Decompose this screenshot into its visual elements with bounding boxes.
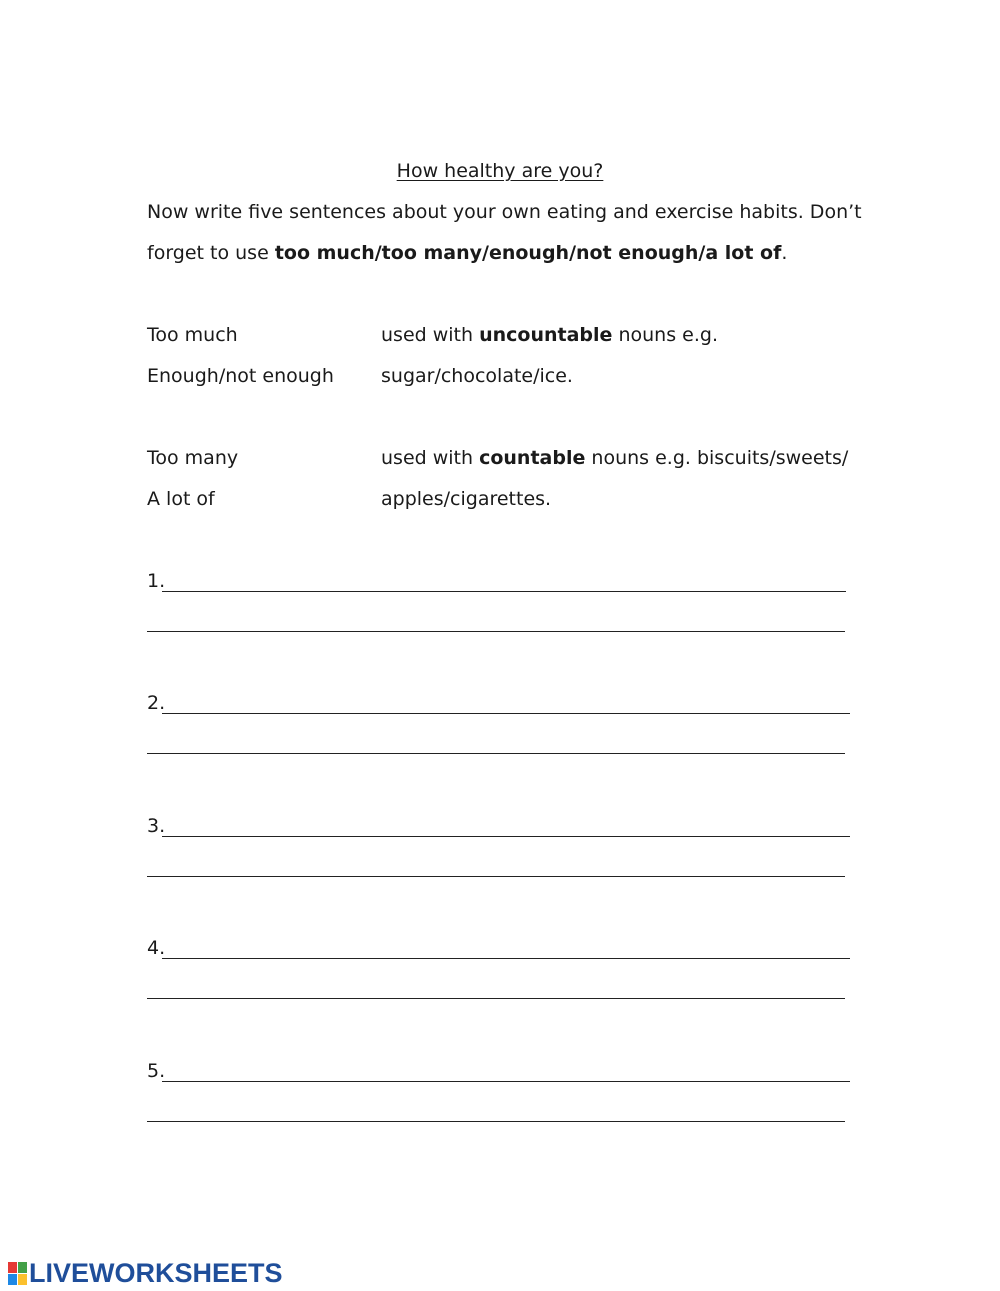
answer-line: [162, 958, 850, 959]
answer-input-3[interactable]: [166, 811, 846, 835]
grammar-term-too-much: Too much: [147, 324, 238, 346]
answer-input-4[interactable]: [166, 933, 846, 957]
answer-line: [162, 836, 850, 837]
logo-text: LIVEWORKSHEETS: [29, 1258, 283, 1288]
grammar-examples-countable: apples/cigarettes.: [381, 488, 552, 510]
instruction-suffix: .: [781, 242, 788, 264]
grammar-term-too-many: Too many: [147, 447, 239, 469]
grammar-desc-countable: [381, 447, 848, 469]
answer-input-1[interactable]: [166, 566, 842, 590]
answer-number: 2.: [147, 692, 166, 714]
answer-line: [147, 631, 845, 632]
answer-number: 3.: [147, 815, 166, 837]
instruction-line-2: [147, 242, 787, 264]
answer-line: [147, 998, 845, 999]
answer-number: 1.: [147, 570, 166, 592]
answer-line: [162, 591, 846, 592]
desc-bold-uncountable: uncountable: [479, 324, 613, 346]
grammar-term-enough: Enough/not enough: [147, 365, 334, 387]
answer-number: 4.: [147, 937, 166, 959]
desc-bold-countable: countable: [479, 447, 586, 469]
answer-number: 5.: [147, 1060, 166, 1082]
instruction-prefix: forget to use: [147, 242, 275, 264]
desc-prefix: used with: [381, 324, 480, 346]
instruction-text: Now write five sentences about your own eating and exercise habits. Don’t: [147, 201, 862, 223]
grammar-term-a-lot-of: A lot of: [147, 488, 215, 510]
answer-line: [147, 876, 845, 877]
grammar-desc-uncountable: [381, 324, 718, 346]
desc-prefix: used with: [381, 447, 480, 469]
answer-input-5[interactable]: [166, 1056, 846, 1080]
grammar-examples-uncountable: sugar/chocolate/ice.: [381, 365, 573, 387]
answer-line: [147, 1121, 845, 1122]
logo-square: [8, 1262, 17, 1273]
answer-input-2[interactable]: [166, 688, 846, 712]
liveworksheets-logo[interactable]: [8, 1258, 283, 1289]
answer-line: [147, 753, 845, 754]
desc-suffix: nouns e.g.: [612, 324, 718, 346]
logo-squares-icon: [8, 1262, 27, 1285]
desc-suffix: nouns e.g. biscuits/sweets/: [585, 447, 849, 469]
logo-square: [8, 1274, 17, 1285]
answer-line: [162, 713, 850, 714]
logo-square: [18, 1262, 27, 1273]
instruction-keywords: too much/too many/enough/not enough/a lot of: [274, 242, 782, 264]
logo-square: [18, 1274, 27, 1285]
page-title: How healthy are you?: [396, 160, 604, 182]
answer-line: [162, 1081, 850, 1082]
instruction-line-1: [147, 201, 862, 223]
